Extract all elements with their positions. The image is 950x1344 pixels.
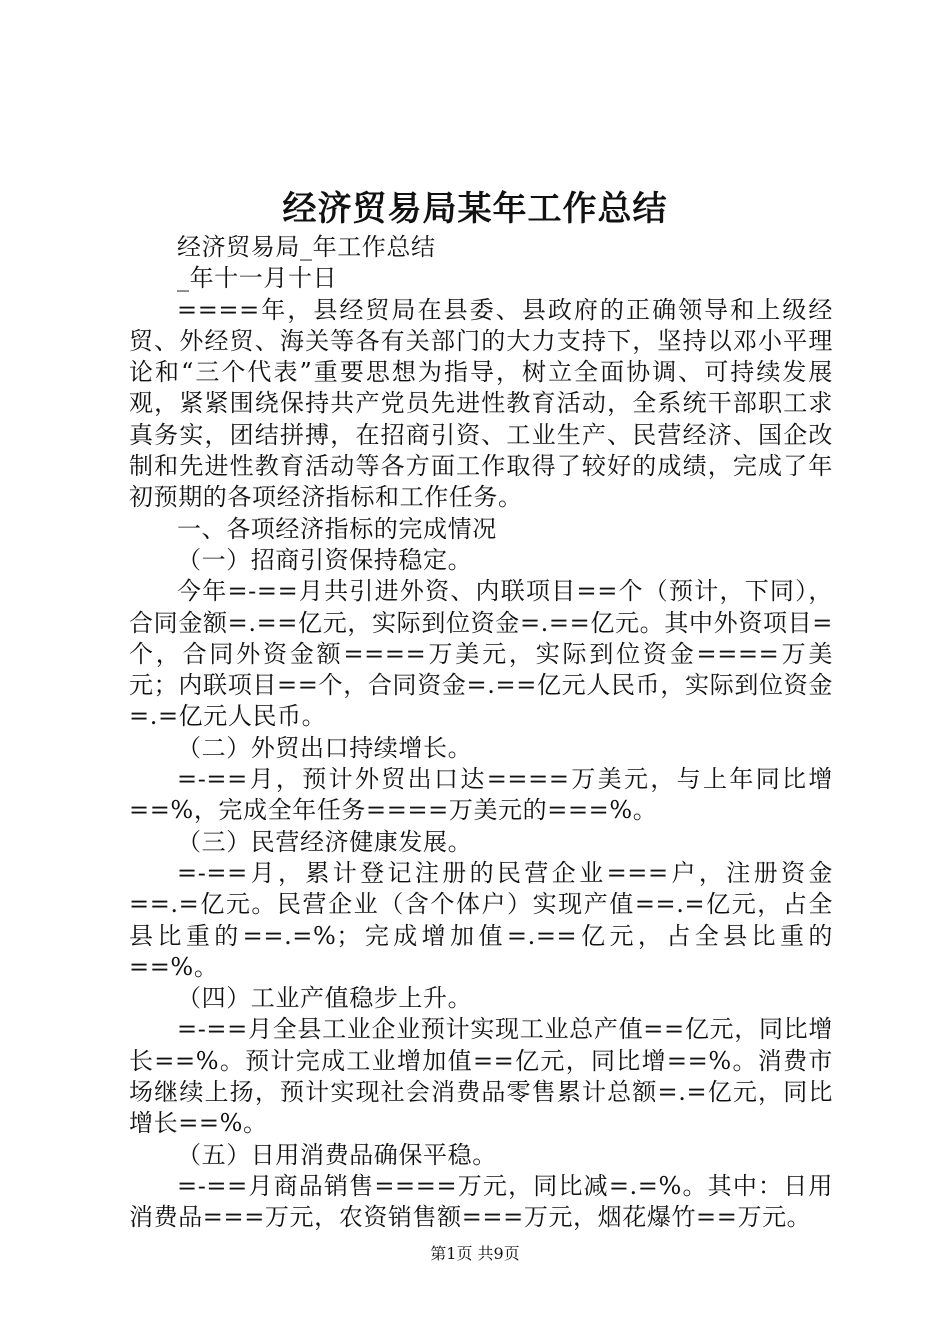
page-footer: 第1页 共9页 <box>430 1244 520 1263</box>
intro-paragraph: ====年，县经贸局在县委、县政府的正确领导和上级经贸、外经贸、海关等各有关部门的大力支持下，坚持以邓小平理论和“三个代表”重要思想为指导，树立全面协调、可持续发展观，紧紧围绕保持共产党员先进性教育活动，全系统干部职工求真务实，团结拼搏，在招商引资、工业生产、民营经济、国企改制和先进性教育活动等各方面工作取得了较好的成绩，完成了年初预期的各项经济指标和工作任务。 <box>129 295 833 512</box>
body-paragraph: =-==月全县工业企业预计实现工业总产值==亿元，同比增长==%。预计完成工业增加值==亿元，同比增==%。消费市场继续上扬，预计实现社会消费品零售累计总额=.=亿元，同比增长==%。 <box>129 1015 833 1138</box>
document-title: 经济贸易局某年工作总结 <box>282 189 668 229</box>
body-paragraph: 今年=-==月共引进外资、内联项目==个（预计，下同），合同金额=.==亿元，实际到位资金=.==亿元。其中外资项目=个，合同外资金额====万美元，实际到位资金====万美元；内联项目==个，合同资金=.==亿元人民币，实际到位资金=.=亿元人民币。 <box>129 577 833 731</box>
subsection-heading: （一）招商引资保持稳定。 <box>177 545 473 574</box>
subsection-heading: （三）民营经济健康发展。 <box>177 827 473 856</box>
subsection-heading: （二）外贸出口持续增长。 <box>177 733 473 762</box>
subsection-heading: （五）日用消费品确保平稳。 <box>177 1140 497 1169</box>
body-paragraph: =-==月，累计登记注册的民营企业===户，注册资金==.=亿元。民营企业（含个体户）实现产值==.=亿元，占全县比重的==.=%；完成增加值=.==亿元，占全县比重的==%。 <box>129 858 833 981</box>
section-heading: 一、各项经济指标的完成情况 <box>177 514 497 543</box>
date-line: _年十一月十日 <box>177 264 338 293</box>
subtitle-line: 经济贸易局_年工作总结 <box>177 233 436 261</box>
body-paragraph: =-==月商品销售====万元，同比减=.=%。其中：日用消费品===万元，农资销售额===万元，烟花爆竹==万元。 <box>129 1171 833 1232</box>
subsection-heading: （四）工业产值稳步上升。 <box>177 984 473 1013</box>
body-paragraph: =-==月，预计外贸出口达====万美元，与上年同比增==%，完成全年任务====万美元的===%。 <box>129 765 833 825</box>
document-body <box>129 232 833 1234</box>
